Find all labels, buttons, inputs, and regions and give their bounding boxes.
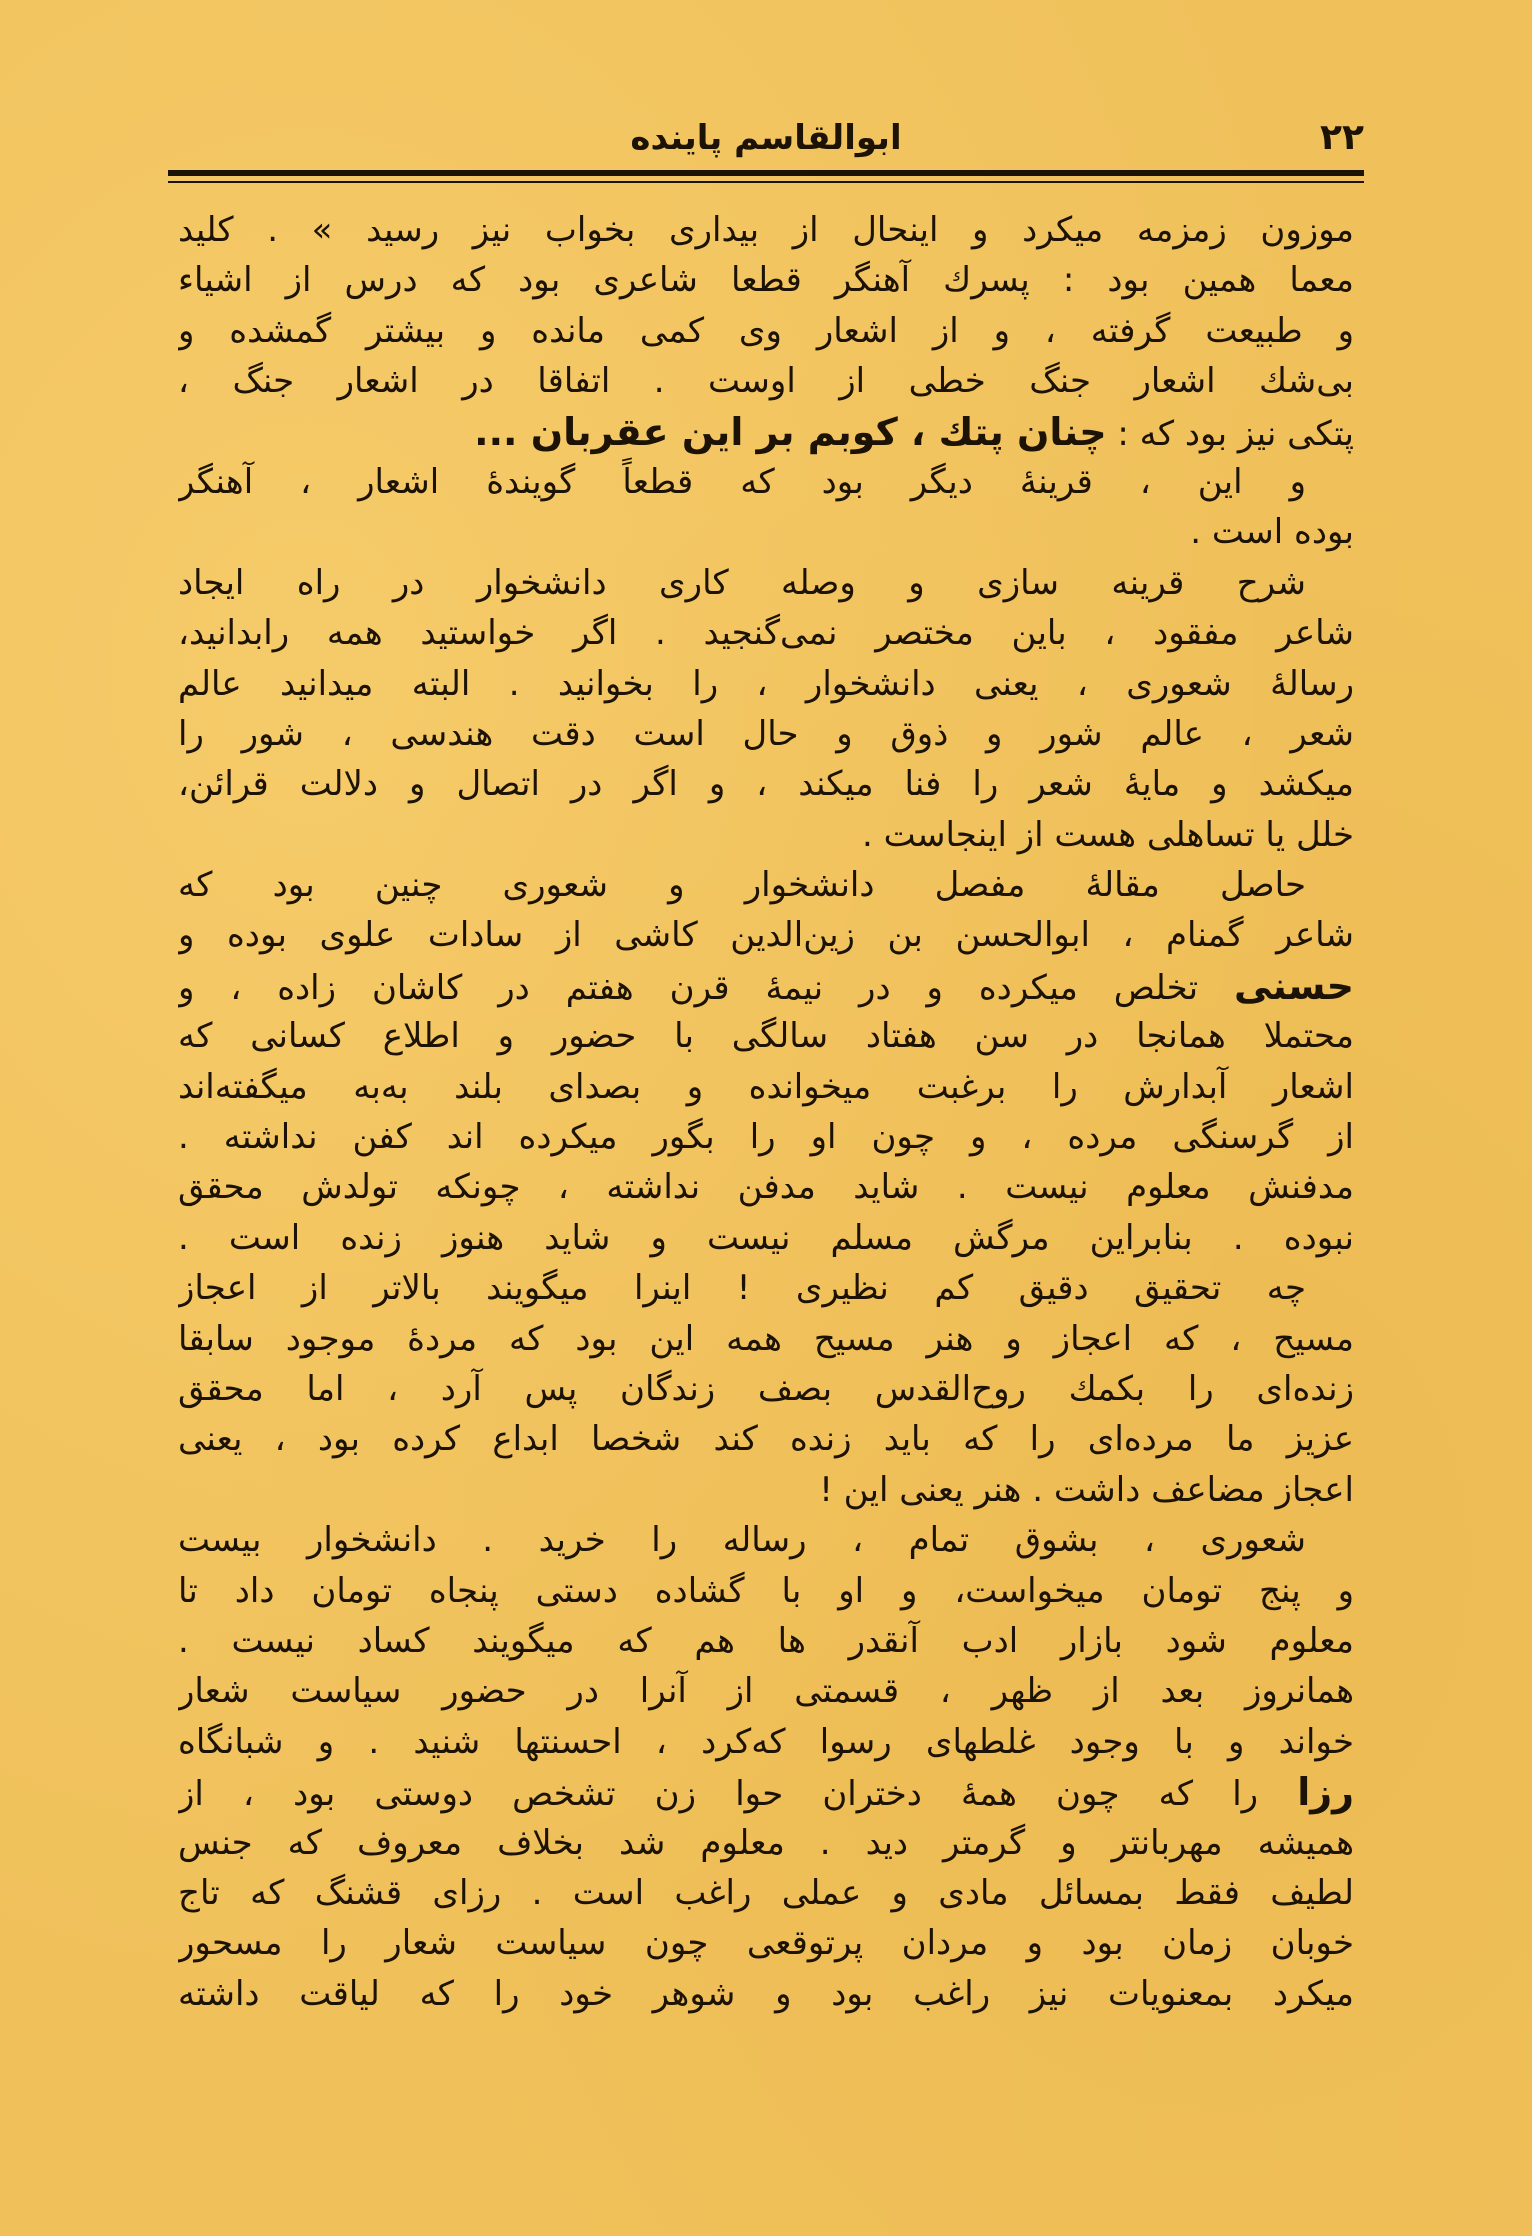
text-line (178, 1011, 1354, 1061)
text-line (178, 306, 1354, 356)
text-line (178, 1566, 1354, 1616)
text-line (178, 1213, 1354, 1263)
line-text: بی‌شك اشعار جنگ خطی از اوست . اتفاقا در اشعار جنگ ، (178, 361, 1354, 402)
text-line (178, 659, 1354, 709)
line-text: معما همین بود : پسرك آهنگر قطعا شاعری بود که درس از اشیاء (178, 260, 1354, 301)
line-text: زنده‌ای را بکمك روح‌القدس بصف زندگان پس آرد ، اما محقق (178, 1368, 1354, 1409)
text-line (178, 1969, 1354, 2019)
line-text: موزون زمزمه میکرد و اینحال از بیداری بخواب نیز رسید » . کلید (178, 210, 1354, 250)
body-text (178, 205, 1354, 2019)
line-text: مدفنش معلوم نیست . شاید مدفن نداشته ، چونکه تولدش محقق (178, 1167, 1354, 1208)
text-line (178, 1616, 1354, 1666)
page-header (168, 108, 1364, 178)
text-line (178, 1112, 1354, 1162)
line-text: محتملا همانجا در سن هفتاد سالگی با حضور و اطلاع کسانی که (178, 1016, 1354, 1057)
line-text: رسالهٔ شعوری ، یعنی دانشخوار ، را بخوانید . البته میدانید عالم (178, 663, 1354, 704)
text-line (178, 407, 1354, 457)
text-line (178, 1062, 1354, 1112)
text-line (178, 1767, 1354, 1817)
line-text: بوده است . (1190, 512, 1354, 553)
line-text: و این ، قرینهٔ دیگر بود که قطعاً گویندهٔ اشعار ، آهنگر (178, 461, 1306, 502)
line-text: عزیز ما مرده‌ای را که باید زنده کند شخصا ابداع کرده بود ، یعنی (178, 1419, 1354, 1460)
line-text: چه تحقیق دقیق کم نظیری ! اینرا میگویند بالاتر از اعجاز (178, 1268, 1306, 1309)
header-rule-thin (168, 181, 1364, 183)
line-text: از گرسنگی مرده ، و چون او را بگور میکرده اند کفن نداشته . (178, 1117, 1354, 1158)
text-line (178, 1515, 1354, 1565)
text-line (178, 608, 1354, 658)
text-line (178, 709, 1354, 759)
text-line (178, 860, 1354, 910)
line-text: پتکی نیز بود که : (1117, 413, 1354, 454)
text-line (178, 457, 1354, 507)
bold-phrase: چنان پتك ، کوبم بر این عقربان ... (474, 409, 1107, 454)
line-text: معلوم شود بازار ادب آنقدر ها هم که میگویند کساد نیست . (178, 1620, 1354, 1661)
text-line (178, 1717, 1354, 1767)
page-number: ۲۲ (1320, 117, 1364, 158)
line-text: شاعر گمنام ، ابوالحسن بن زین‌الدین کاشی از سادات علوی بوده و (178, 915, 1354, 956)
bold-word: رزا (1297, 1770, 1354, 1815)
text-line (178, 961, 1354, 1011)
text-line (178, 558, 1354, 608)
line-text: نبوده . بنابراین مرگش مسلم نیست و شاید هنوز زنده است . (178, 1217, 1354, 1258)
text-line (178, 759, 1354, 809)
text-line (178, 810, 1354, 860)
text-line (178, 1465, 1354, 1515)
text-line (178, 1314, 1354, 1364)
running-title: ابوالقاسم پاینده (630, 118, 902, 158)
line-text: لطیف فقط بمسائل مادی و عملی راغب است . رزای قشنگ که تاج (178, 1872, 1354, 1913)
text-line (178, 1918, 1354, 1968)
line-text: همانروز بعد از ظهر ، قسمتی از آنرا در حضور سیاست شعار (178, 1671, 1354, 1712)
text-line (178, 1666, 1354, 1716)
line-text: را که چون همهٔ دختران حوا زن تشخص دوستی بود ، از (178, 1774, 1259, 1815)
line-text: همیشه مهربانتر و گرمتر دید . معلوم شد بخلاف معروف که جنس (178, 1822, 1354, 1863)
text-line (178, 1364, 1354, 1414)
line-text: اعجاز مضاعف داشت . هنر یعنی این ! (819, 1469, 1354, 1510)
text-line (178, 255, 1354, 305)
line-text: تخلص میکرده و در نیمهٔ قرن هفتم در کاشان زاده ، و (178, 967, 1199, 1008)
line-text: و طبیعت گرفته ، و از اشعار وی کمی مانده و بیشتر گمشده و (178, 310, 1354, 351)
line-text: حاصل مقالهٔ مفصل دانشخوار و شعوری چنین بود که (178, 865, 1306, 906)
text-line (178, 1162, 1354, 1212)
line-text: میکرد بمعنویات نیز راغب بود و شوهر خود را که لیاقت داشته (178, 1973, 1354, 2014)
header-rule-thick (168, 170, 1364, 176)
line-text: شرح قرینه سازی و وصله کاری دانشخوار در راه ایجاد (178, 562, 1306, 603)
text-line (178, 1414, 1354, 1464)
line-text: مسیح ، که اعجاز و هنر مسیح همه این بود که مردهٔ موجود سابقا (178, 1318, 1354, 1359)
text-line (178, 205, 1354, 255)
text-line (178, 1263, 1354, 1313)
line-text: خلل یا تساهلی هست از اینجاست . (861, 814, 1354, 855)
line-text: شعوری ، بشوق تمام ، رساله را خرید . دانشخوار بیست (178, 1520, 1306, 1561)
line-text: خوبان زمان بود و مردان پرتوقعی چون سیاست شعار را مسحور (178, 1923, 1354, 1964)
text-line (178, 356, 1354, 406)
line-text: خواند و با وجود غلطهای رسوا که‌کرد ، احسنتها شنید . و شبانگاه (178, 1721, 1354, 1762)
text-line (178, 507, 1354, 557)
line-text: و پنج تومان میخواست، و او با گشاده دستی پنجاه تومان داد تا (178, 1570, 1354, 1611)
text-line (178, 1868, 1354, 1918)
text-line (178, 1818, 1354, 1868)
line-text: شعر ، عالم شور و ذوق و حال است دقت هندسی ، شور را (178, 713, 1354, 754)
text-line (178, 910, 1354, 960)
bold-word: حسنی (1233, 963, 1354, 1008)
line-text: اشعار آبدارش را برغبت میخوانده و بصدای بلند به‌به میگفته‌اند (178, 1066, 1354, 1107)
line-text: شاعر مفقود ، باین مختصر نمی‌گنجید . اگر خواستید همه رابدانید، (178, 613, 1354, 654)
line-text: میکشد و مایهٔ شعر را فنا میکند ، و اگر در اتصال و دلالت قرائن، (178, 764, 1354, 805)
